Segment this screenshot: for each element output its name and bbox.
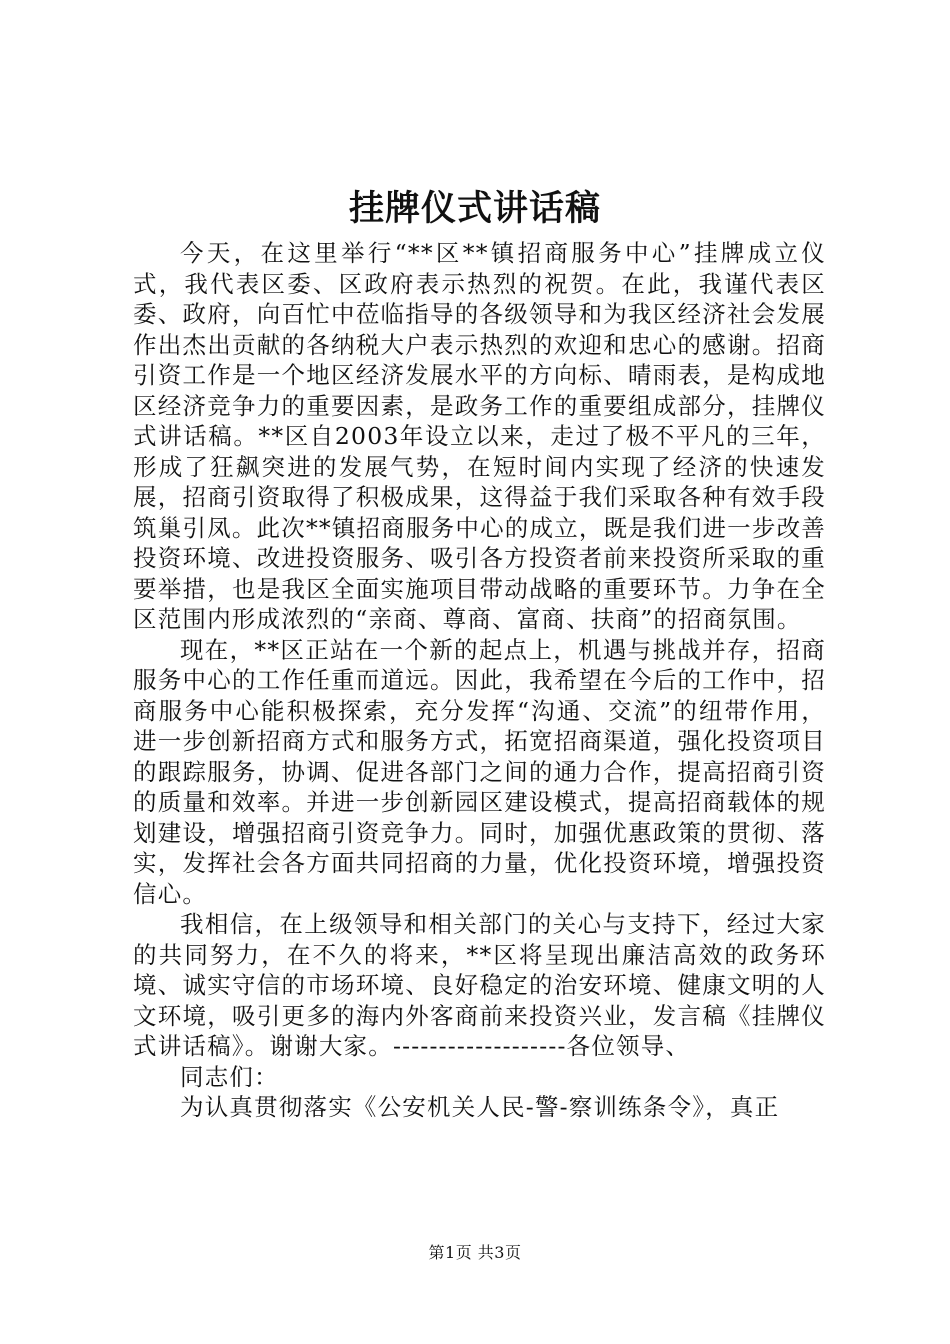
- document-body: [133, 238, 826, 1123]
- paragraph-5: 为认真贯彻落实《公安机关人民-警-察训练条令》，真正: [180, 1093, 780, 1121]
- paragraph-2: 现在，**区正站在一个新的起点上，机遇与挑战并存，招商服务中心的工作任重而道远。因此，我希望在今后的工作中，招商服务中心能积极探索，充分发挥“沟通、交流”的纽带作用，进一步创新招商方式和服务方式，拓宽招商渠道，强化投资项目的跟踪服务，协调、促进各部门之间的通力合作，提高招商引资的质量和效率。并进一步创新园区建设模式，提高招商载体的规划建设，增强招商引资竞争力。同时，加强优惠政策的贯彻、落实，发挥社会各方面共同招商的力量，优化投资环境，增强投资信心。: [133, 635, 826, 908]
- paragraph-4: 同志们：: [180, 1062, 279, 1091]
- paragraph-3: 我相信，在上级领导和相关部门的关心与支持下，经过大家的共同努力，在不久的将来，**区将呈现出廉洁高效的政务环境、诚实守信的市场环境、良好稳定的治安环境、健康文明的人文环境，吸引更多的海内外客商前来投资兴业，发言稿《挂牌仪式讲话稿》。谢谢大家。-------------------各位领导、: [133, 910, 826, 1060]
- page-footer: 第1页 共3页: [428, 1243, 522, 1262]
- paragraph-1: 今天，在这里举行“**区**镇招商服务中心”挂牌成立仪式，我代表区委、区政府表示热烈的祝贺。在此，我谨代表区委、政府，向百忙中莅临指导的各级领导和为我区经济社会发展作出杰出贡献的各纳税大户表示热烈的欢迎和忠心的感谢。招商引资工作是一个地区经济发展水平的方向标、晴雨表，是构成地区经济竞争力的重要因素，是政务工作的重要组成部分，挂牌仪式讲话稿。**区自2003年设立以来，走过了极不平凡的三年，形成了狂飙突进的发展气势，在短时间内实现了经济的快速发展，招商引资取得了积极成果，这得益于我们采取各种有效手段筑巢引凤。此次**镇招商服务中心的成立，既是我们进一步改善投资环境、改进投资服务、吸引各方投资者前来投资所采取的重要举措，也是我区全面实施项目带动战略的重要环节。力争在全区范围内形成浓烈的“亲商、尊商、富商、扶商”的招商氛围。: [133, 239, 826, 633]
- document-title: 挂牌仪式讲话稿: [348, 188, 601, 229]
